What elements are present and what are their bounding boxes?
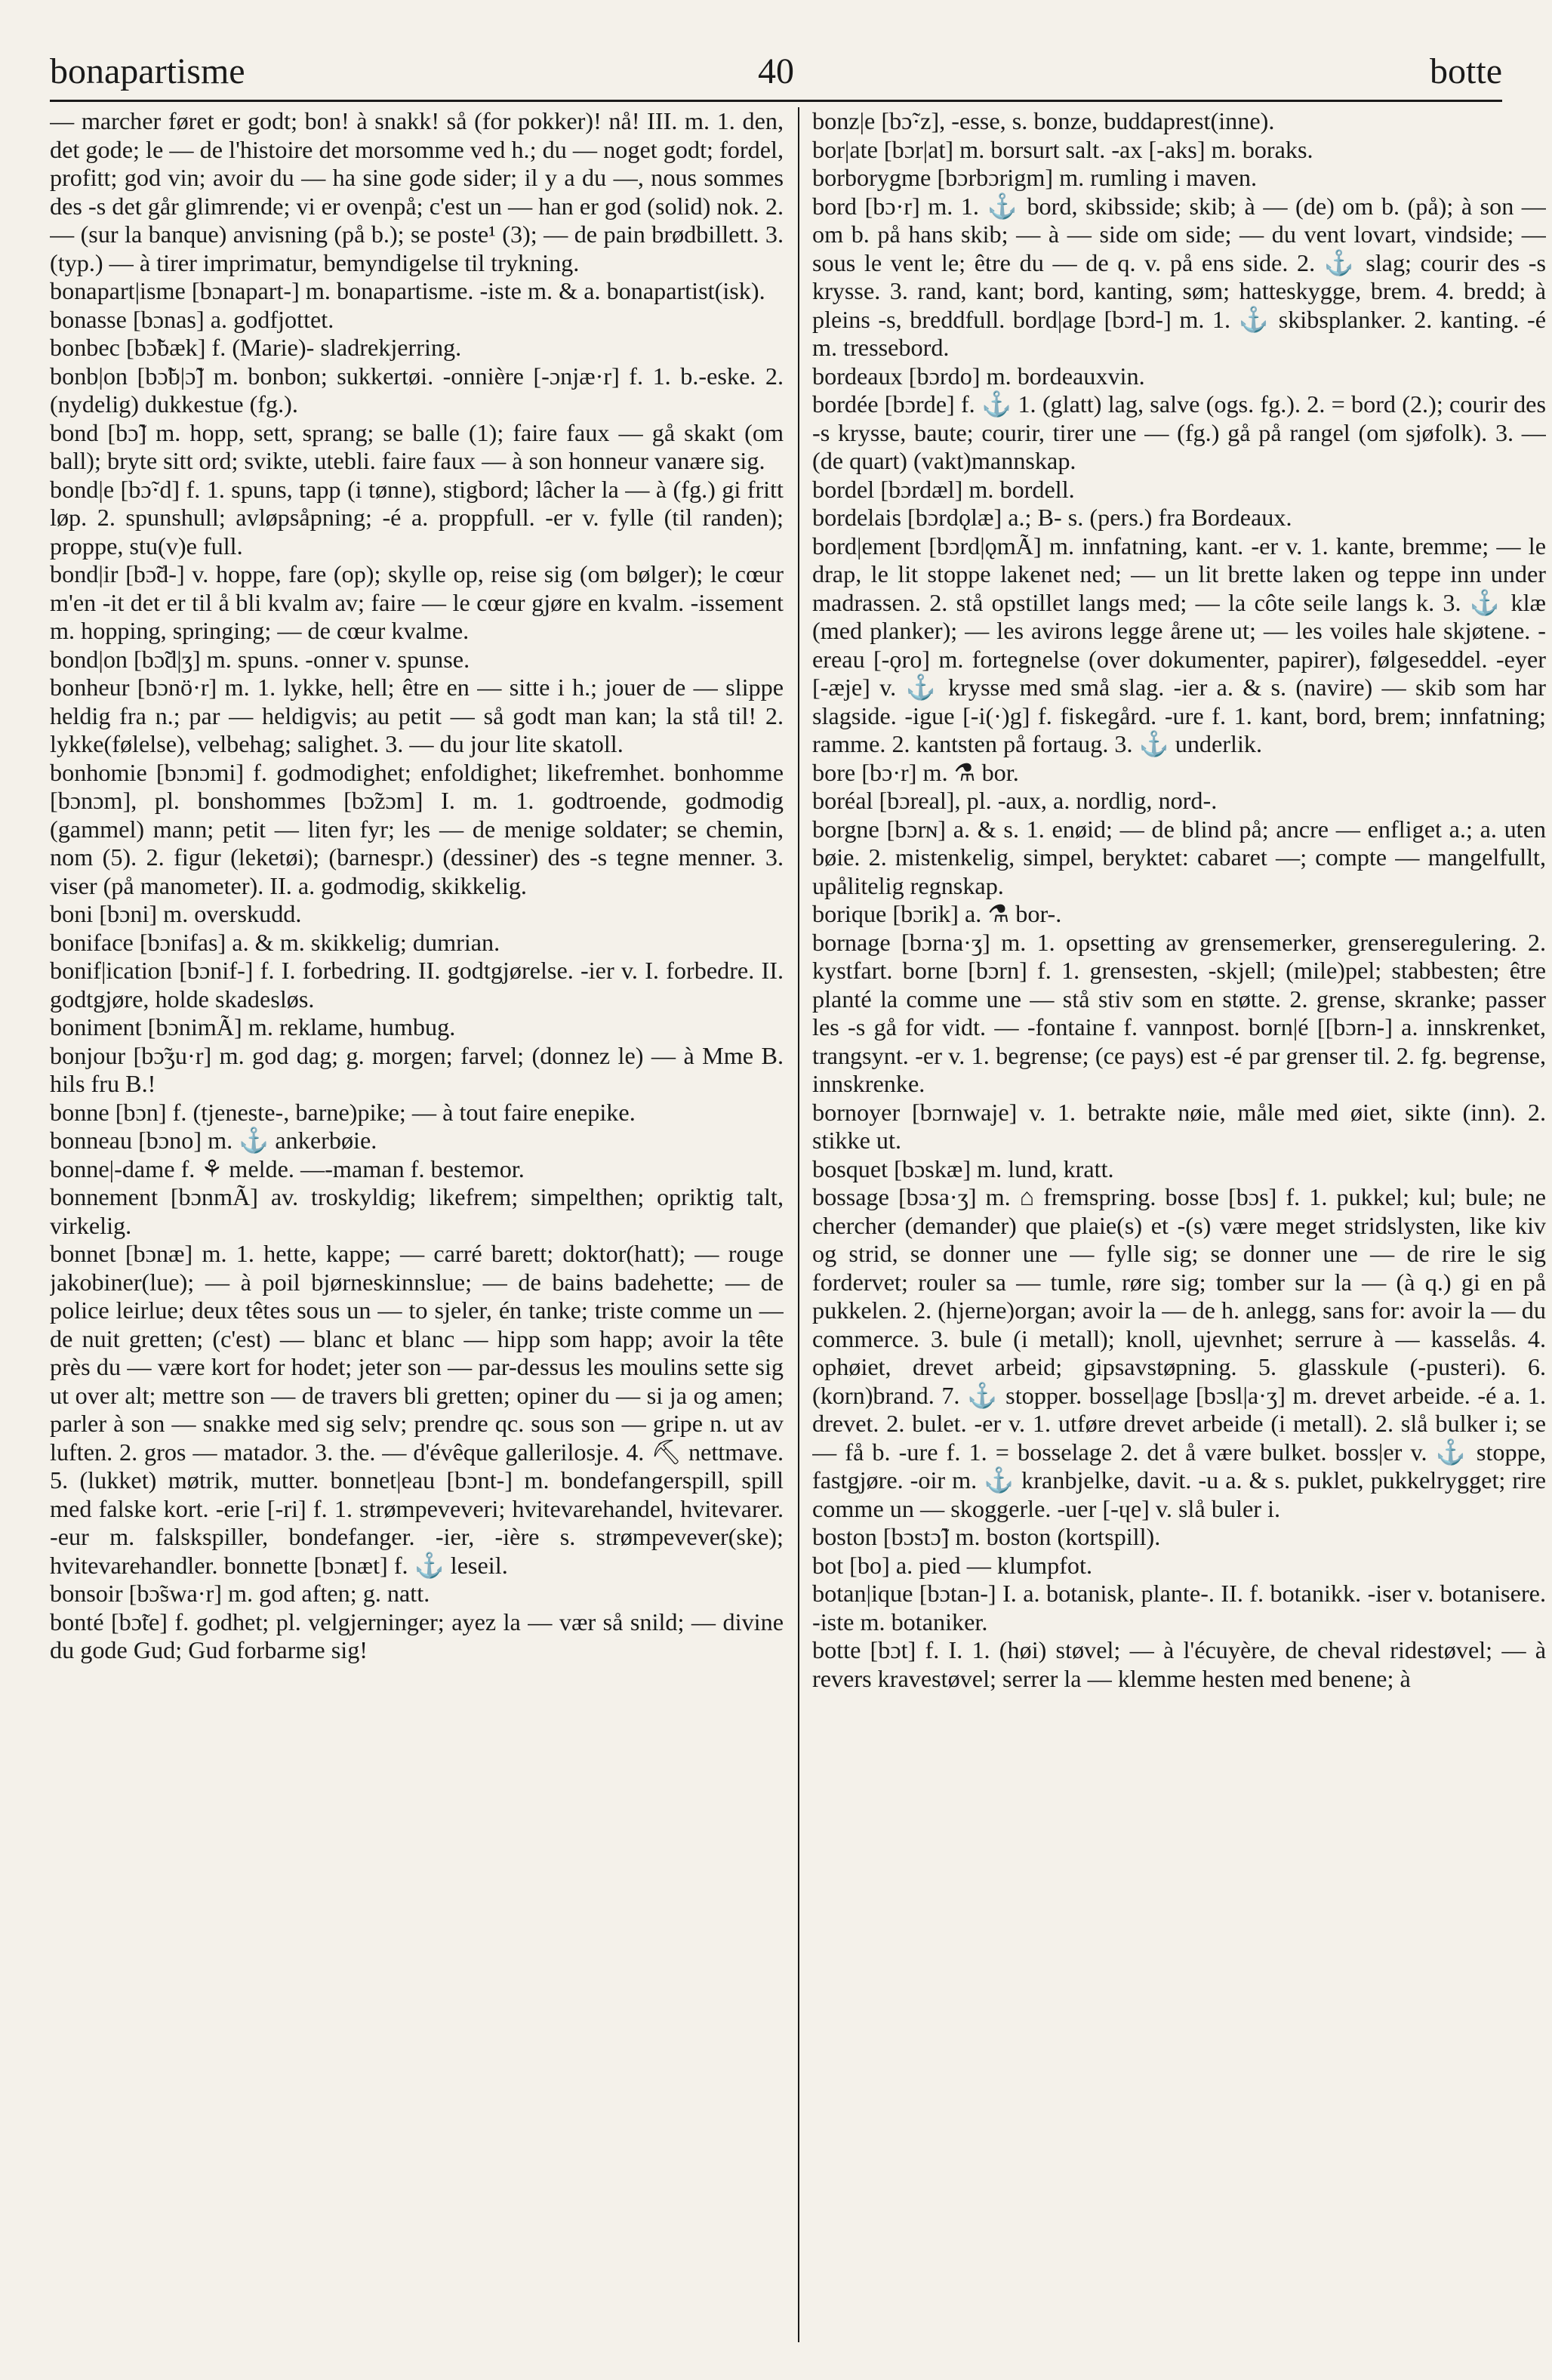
dictionary-entry: bonz|e [bɔ̃·z], -esse, s. bonze, buddaprest(inne).	[812, 107, 1275, 134]
dictionary-entry: bonb|on [bɔ̃b|ɔ̃] m. bonbon; sukkertøi. -onnière [-ɔnjæ·r] f. 1. b.-eske. 2. (nydelig) dukkestue (fg.).	[50, 362, 784, 418]
dictionary-entry: bonnet [bɔnæ] m. 1. hette, kappe; — carré barett; doktor(hatt); — rouge jakobiner(lue); — à poil bjørneskinnslue; — de bains badehette; — de police leirlue; deux têtes sous un — to sjeler, én tanke; triste comme un — de nuit gretten; (c'est) — blanc et blanc — hipp som happ; avoir la tête près du — være kort for hodet; jeter son — par-dessus les moulins sette sig ut over alt; mettre son — de travers bli gretten; opiner du — si ja og amen; parler à son — snakke med sig selv; prendre qc. sous son — gripe n. ut av luften. 2. gros — matador. 3. the. — d'évêque gallerilosje. 4. ⛏ nettmave. 5. (lukket) møtrik, mutter. bonnet|eau [bɔnt-] m. bondefangerspill, spill med falske kort. -erie [-ri] f. 1. strømpeveveri; hvitevarehandel, hvitevarer. -eur m. falskspiller, bondefanger. -ier, -ière s. strømpevever(ske); hvitevarehandler. bonnette [bɔnæt] f. ⚓ leseil.	[50, 1240, 784, 1579]
dictionary-entry: bordelais [bɔrdǫlæ] a.; B- s. (pers.) fra Bordeaux.	[812, 504, 1292, 531]
dictionary-entry: bond|e [bɔ̃·d] f. 1. spuns, tapp (i tønne), stigbord; lâcher la — à (fg.) gi fritt løp. 2. spunshull; avløpsåpning; -é a. proppfull. -er v. fylle (til randen); proppe, stu(v)e full.	[50, 475, 784, 560]
dictionary-entry: bord [bɔ·r] m. 1. ⚓ bord, skibsside; skib; à — (de) om b. (på); à son — om b. på hans skib; — à — side om side; — du vent lovart, vindside; — sous le vent le; être du — de q. v. på ens side. 2. ⚓ slag; courir des -s krysse. 3. rand, kant; bord, kanting, søm; hatteskygge, brem. 4. bredd; à pleins -s, breddfull. bord|age [bɔrd-] m. 1. ⚓ skibsplanker. 2. kanting. -é m. tressebord.	[812, 192, 1546, 361]
column-divider	[798, 107, 799, 2342]
right-guide-word: botte	[1430, 51, 1502, 91]
dictionary-entry: borique [bɔrik] a. ⚗ bor-.	[812, 900, 1062, 927]
right-column	[812, 107, 1546, 2342]
dictionary-entry: bot [bo] a. pied — klumpfot.	[812, 1551, 1092, 1579]
dictionary-entry: bonjour [bɔ̃ʒu·r] m. god dag; g. morgen; farvel; (donnez le) — à Mme B. hils fru B.!	[50, 1041, 784, 1097]
dictionary-entry: bornage [bɔrna·ʒ] m. 1. opsetting av grensemerker, grenseregulering. 2. kystfart. borne [bɔrn] f. 1. grensesten, -skjell; (mile)pel; stabbesten; être planté la comme une — stå stiv som en støtte. 2. grense, skranke; passer les -s gå for vidt. — -fontaine f. vannpost. born|é [[bɔrn-] a. innskrenket, trangsynt. -er v. 1. begrense; (ce pays) est -é par grenser til. 2. fg. begrense, innskrenke.	[812, 928, 1546, 1097]
dictionary-entry: bordée [bɔrde] f. ⚓ 1. (glatt) lag, salve (ogs. fg.). 2. = bord (2.); courir des -s krysse, baute; courir, tirer une — (fg.) gå på rangel (om sjøfolk). 3. — (de quart) (vakt)mannskap.	[812, 390, 1546, 474]
dictionary-entry: — marcher føret er godt; bon! à snakk! så (for pokker)! nå! III. m. 1. den, det gode; le — de l'histoire det morsomme ved h.; du — noget godt; fordel, profitt; god vin; avoir du — ha sine gode sider; il y a du —, nous sommes des -s det går glimrende; vi er ovenpå; c'est un — han er god (solid) nok. 2. — (sur la banque) anvisning (på b.); se poste¹ (3); — de pain brødbillett. 3. (typ.) — à tirer imprimatur, bemyndigelse til trykning.	[50, 107, 784, 276]
dictionary-entry: bornoyer [bɔrnwaje] v. 1. betrakte nøie, måle med øiet, sikte (inn). 2. stikke ut.	[812, 1098, 1546, 1154]
dictionary-entry: boniment [bɔnimÃ] m. reklame, humbug.	[50, 1013, 456, 1040]
dictionary-entry: borgne [bɔrɴ] a. & s. 1. enøid; — de blind på; ancre — enfliget a.; a. uten bøie. 2. mistenkelig, simpel, beryktet: cabaret —; compte — mangelfullt, upålitelig regnskap.	[812, 815, 1546, 899]
dictionary-entry: boni [bɔni] m. overskudd.	[50, 900, 302, 927]
dictionary-entry: bord|ement [bɔrd|ǫmÃ] m. innfatning, kant. -er v. 1. kante, bremme; — le drap, le lit stoppe lakenet ned; — un lit brette laken og teppe inn under madrassen. 2. stå opstillet langs med; — la côte seile langs k. 3. ⚓ klæ (med planker); — les avirons legge årene ut; — les voiles hale skjøtene. -ereau [-ǫro] m. fortegnelse (over dokumenter, papirer), følgeseddel. -eyer [-æje] v. ⚓ krysse med små slag. -ier a. & s. (navire) — skib som har slagside. -igue [-i(·)g] f. fiskegård. -ure f. 1. kant, bord, brem; innfatning; ramme. 2. kantsten på fortaug. 3. ⚓ underlik.	[812, 532, 1546, 757]
dictionary-entry: bond|ir [bɔ̃d-] v. hoppe, fare (op); skylle op, reise sig (om bølger); le cœur m'en -it det er til å bli kvalm av; faire — le cœur gjøre en kvalm. -issement m. hopping, springing; — de cœur kvalme.	[50, 560, 784, 644]
dictionary-entry: bonneau [bɔno] m. ⚓ ankerbøie.	[50, 1127, 377, 1154]
page-number: 40	[758, 51, 794, 91]
dictionary-entry: bonasse [bɔnas] a. godfjottet.	[50, 305, 334, 333]
dictionary-entry: bore [bɔ·r] m. ⚗ bor.	[812, 758, 1019, 786]
left-column	[50, 107, 784, 2342]
dictionary-entry: bonhomie [bɔnɔmi] f. godmodighet; enfoldighet; likefremhet. bonhomme [bɔnɔm], pl. bonshommes [bɔ̃zɔm] I. m. 1. godtroende, godmodig (gammel) mann; petit — liten fyr; les — de menige soldater; se chemin, nom (5). 2. figur (leketøi); (barnespr.) (dessiner) des -s tegne menner. 3. viser (på manometer). II. a. godmodig, skikkelig.	[50, 758, 784, 899]
dictionary-entry: bor|ate [bɔr|at] m. borsurt salt. -ax [-aks] m. boraks.	[812, 135, 1313, 163]
dictionary-entry: bond|on [bɔ̃d|ʒ] m. spuns. -onner v. spunse.	[50, 645, 470, 673]
dictionary-entry: bonne|-dame f. ⚘ melde. —-maman f. bestemor.	[50, 1155, 525, 1182]
dictionary-entry: botte [bɔt] f. I. 1. (høi) støvel; — à l'écuyère, de cheval ridestøvel; — à revers kravestøvel; serrer la — klemme hesten med benene; à	[812, 1636, 1546, 1692]
dictionary-entry: bonsoir [bɔ̃swa·r] m. god aften; g. natt.	[50, 1580, 430, 1607]
page-header	[50, 39, 1502, 92]
dictionary-entry: bonapart|isme [bɔnapart-] m. bonapartisme. -iste m. & a. bonapartist(isk).	[50, 277, 765, 304]
dictionary-entry: bordel [bɔrdæl] m. bordell.	[812, 475, 1075, 503]
dictionary-entry: bonbec [bɔ̃bæk] f. (Marie)- sladrekjerring.	[50, 334, 462, 361]
dictionary-entry: bond [bɔ̃] m. hopp, sett, sprang; se balle (1); faire faux — gå skakt (om ball); bryte sitt ord; svikte, utebli. faire faux — à son honneur vanære sig.	[50, 418, 784, 474]
dictionary-entry: boréal [bɔreal], pl. -aux, a. nordlig, nord-.	[812, 787, 1218, 814]
dictionary-entry: bordeaux [bɔrdo] m. bordeauxvin.	[812, 362, 1145, 390]
left-guide-word: bonapartisme	[50, 51, 245, 91]
dictionary-entry: boniface [bɔnifas] a. & m. skikkelig; dumrian.	[50, 928, 500, 956]
dictionary-entry: bonnement [bɔnmÃ] av. troskyldig; likefrem; simpelthen; opriktig talt, virkelig.	[50, 1183, 784, 1239]
dictionary-entry: boston [bɔstɔ̃] m. boston (kortspill).	[812, 1523, 1161, 1550]
dictionary-entry: borborygme [bɔrbɔrigm] m. rumling i maven.	[812, 164, 1258, 191]
dictionary-entry: bosquet [bɔskæ] m. lund, kratt.	[812, 1155, 1114, 1182]
header-rule	[50, 100, 1502, 102]
dictionary-entry: bonté [bɔ̃te] f. godhet; pl. velgjerninger; ayez la — vær så snild; — divine du gode Gud; Gud forbarme sig!	[50, 1608, 784, 1663]
dictionary-entry: bonif|ication [bɔnif-] f. I. forbedring. II. godtgjørelse. -ier v. I. forbedre. II. godtgjøre, holde skadesløs.	[50, 957, 784, 1013]
dictionary-entry: bonheur [bɔnö·r] m. 1. lykke, hell; être en — sitte i h.; jouer de — slippe heldig fra n.; par — heldigvis; au petit — så godt man kan; la stå til! 2. lykke(følelse), velbehag; salighet. 3. — du jour lite skatoll.	[50, 674, 784, 757]
dictionary-entry: bossage [bɔsa·ʒ] m. ⌂ fremspring. bosse [bɔs] f. 1. pukkel; kul; bule; ne chercher (demander) que plaie(s) et -(s) være meget stridslysten, like kiv og strid, se donner une — fylle sig; se donner une — de rire le sig fordervet; rouler sa — tumle, røre sig; tomber sur la — (à q.) gi en på pukkelen. 2. (hjerne)organ; avoir la — de h. anlegg, sans for: avoir la — du commerce. 3. bule (i metall); knoll, ujevnhet; serrure à — kasselås. 4. ophøiet, drevet arbeid; gipsavstøpning. 5. glasskule (-pusteri). 6. (korn)brand. 7. ⚓ stopper. bossel|age [bɔsl|a·ʒ] m. drevet arbeide. -é a. 1. drevet. 2. bulet. -er v. 1. utføre drevet arbeide (i metall). 2. slå bulker i; se — få b. -ure f. 1. = bosselage 2. det å være bulket. boss|er v. ⚓ stoppe, fastgjøre. -oir m. ⚓ kranbjelke, davit. -u a. & s. puklet, pukkelrygget; rire comme un — skoggerle. -uer [-ɥe] v. slå buler i.	[812, 1183, 1546, 1522]
dictionary-entry: bonne [bɔn] f. (tjeneste-, barne)pike; — à tout faire enepike.	[50, 1098, 636, 1126]
dictionary-entry: botan|ique [bɔtan-] I. a. botanisk, plante-. II. f. botanikk. -iser v. botanisere. -iste m. botaniker.	[812, 1580, 1546, 1635]
